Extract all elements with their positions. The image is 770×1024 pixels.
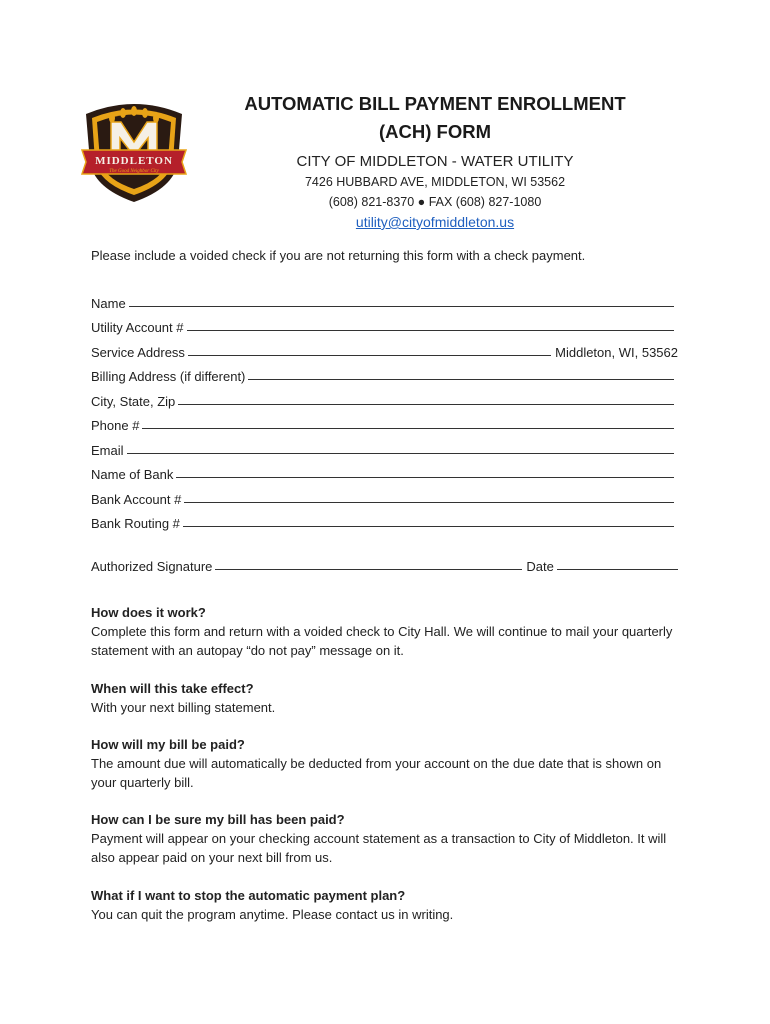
faq-question: How can I be sure my bill has been paid?	[91, 812, 345, 827]
faq-question: What if I want to stop the automatic payment plan?	[91, 888, 406, 903]
signature-row	[91, 554, 678, 574]
middleton-logo-graphic	[78, 92, 190, 204]
city-state-zip-field[interactable]	[91, 384, 678, 409]
name-field[interactable]	[91, 286, 678, 311]
bank-name-input-line[interactable]	[176, 463, 674, 478]
faq-question: When will this take effect?	[91, 681, 254, 696]
faq-answer: Complete this form and return with a voided check to City Hall. We will continue to mail your quarterly statement with an autopay “do not pay” message on it.	[91, 624, 673, 658]
field-label: Name of Bank	[91, 467, 174, 482]
faq-answer: With your next billing statement.	[91, 700, 276, 715]
enrollment-fields	[91, 286, 678, 531]
date-input-line[interactable]	[557, 555, 678, 570]
date-label: Date	[526, 559, 554, 574]
faq-answer: The amount due will automatically be deducted from your account on the due date that is shown on your quarterly bill.	[91, 756, 662, 790]
field-label: Bank Account #	[91, 491, 182, 507]
email-input-line[interactable]	[127, 439, 674, 454]
faq-item	[91, 886, 681, 924]
utility-email-link[interactable]: utility@cityofmiddleton.us	[355, 214, 515, 230]
name-input-line[interactable]	[129, 292, 674, 307]
faq-answer: You can quit the program anytime. Please contact us in writing.	[91, 907, 454, 922]
field-label: Utility Account #	[91, 320, 184, 335]
utility-phone-fax: (608) 821-8370 ● FAX (608) 827-1080	[328, 195, 542, 209]
utility-name: CITY OF MIDDLETON - WATER UTILITY	[296, 153, 574, 170]
email-field[interactable]	[91, 433, 678, 458]
signature-input-line[interactable]	[215, 555, 522, 570]
city-state-zip-input-line[interactable]	[178, 390, 674, 405]
phone-input-line[interactable]	[142, 414, 674, 429]
bank-account-input-line[interactable]	[184, 488, 674, 503]
bank-account-field[interactable]	[91, 482, 678, 507]
field-label: Name	[91, 295, 126, 311]
form-title-line1: AUTOMATIC BILL PAYMENT ENROLLMENT	[244, 93, 626, 114]
utility-account-field[interactable]	[91, 311, 678, 336]
faq-item	[91, 603, 681, 660]
utility-address: 7426 HUBBARD AVE, MIDDLETON, WI 53562	[304, 175, 566, 189]
form-title-line2: (ACH) FORM	[378, 121, 491, 142]
faq-question: How does it work?	[91, 605, 206, 620]
faq-item	[91, 679, 681, 717]
bank-routing-input-line[interactable]	[183, 512, 674, 527]
service-address-field[interactable]	[91, 335, 678, 360]
faq-question: How will my bill be paid?	[91, 737, 245, 752]
signature-label: Authorized Signature	[91, 559, 213, 574]
service-address-suffix: Middleton, WI, 53562	[555, 344, 678, 360]
field-label: Phone #	[91, 418, 140, 433]
phone-field[interactable]	[91, 409, 678, 434]
field-label: Bank Routing #	[91, 516, 180, 531]
field-label: City, State, Zip	[91, 393, 176, 409]
middleton-logo	[78, 92, 190, 204]
utility-account-input-line[interactable]	[187, 316, 675, 331]
bank-name-field[interactable]	[91, 458, 678, 483]
form-header	[200, 90, 670, 232]
billing-address-input-line[interactable]	[248, 365, 674, 380]
field-label: Billing Address (if different)	[91, 369, 246, 384]
voided-check-note: Please include a voided check if you are not returning this form with a check payment.	[91, 248, 586, 263]
logo-tagline-text: The Good Neighbor City	[109, 169, 159, 174]
bank-routing-field[interactable]	[91, 507, 678, 532]
faq-answer: Payment will appear on your checking account statement as a transaction to City of Middleton. It will also appear paid on your next bill from us.	[91, 831, 667, 865]
faq-item	[91, 810, 681, 867]
faq-item	[91, 735, 681, 792]
field-label: Email	[91, 442, 124, 458]
service-address-input-line[interactable]	[188, 341, 551, 356]
billing-address-field[interactable]	[91, 360, 678, 385]
field-label: Service Address	[91, 344, 185, 360]
logo-banner-text: MIDDLETON	[95, 155, 173, 167]
